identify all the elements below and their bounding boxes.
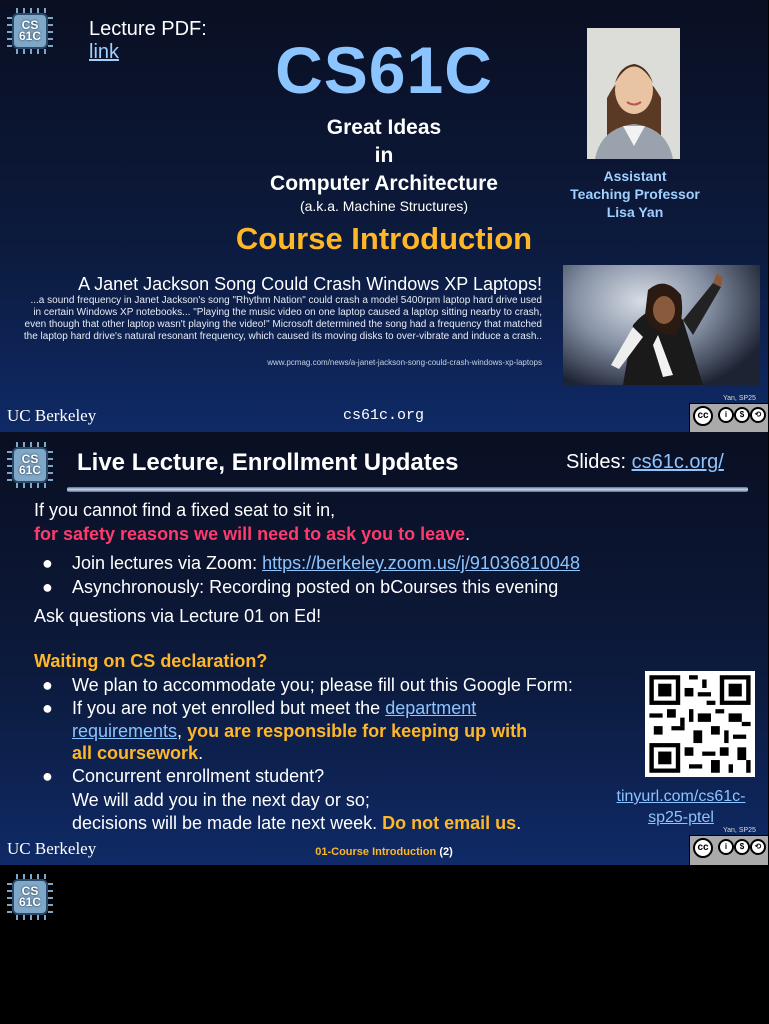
chip-label: CS 61C	[12, 13, 48, 49]
bullet-icon: ●	[42, 766, 53, 786]
nc-icon: $	[734, 839, 750, 855]
professor-photo	[587, 28, 680, 159]
performer-photo-drawing	[563, 265, 760, 385]
zoom-link[interactable]: https://berkeley.zoom.us/j/91036810048	[262, 553, 580, 573]
author-credit: Yan, SP25	[723, 395, 756, 402]
safety-period: .	[465, 524, 471, 544]
footer-page-number: (2)	[439, 846, 453, 858]
uc-berkeley-logo: UC Berkeley	[7, 839, 97, 858]
news-source: www.pcmag.com/news/a-janet-jackson-song-could-crash-windows-xp-laptops	[267, 358, 542, 367]
nc-icon: $	[734, 407, 750, 423]
qr-code[interactable]	[645, 671, 755, 777]
slides-link-row	[566, 451, 724, 474]
professor-photo-drawing	[587, 28, 680, 159]
enrolled-line-3	[72, 743, 203, 764]
subtitle-aka: (a.k.a. Machine Structures)	[299, 198, 469, 214]
news-headline: A Janet Jackson Song Could Crash Windows XP Laptops!	[78, 274, 542, 294]
cs61c-chip-icon	[7, 874, 53, 920]
chip-label: CS 61C	[12, 447, 48, 483]
subtitle-line-1: Great Ideas	[326, 116, 442, 139]
waiting-heading: Waiting on CS declaration?	[34, 651, 268, 671]
cc-license-badge	[689, 835, 769, 869]
bullet-icon: ●	[42, 675, 53, 695]
cc-icon: cc	[693, 838, 713, 858]
by-icon: i	[718, 839, 734, 855]
responsible-text-1: you are responsible for keeping up with	[182, 721, 528, 741]
caption-line-2: Teaching Professor	[570, 186, 700, 202]
responsible-period: .	[198, 743, 204, 763]
news-body: ...a sound frequency in Janet Jackson's song "Rhythm Nation" could crash a model 5400rpm laptop hard drive used in certain Windows XP notebooks... "Playing the music video on one laptop caused a laptop sitting nearby to crash, even though that other laptop wasn't playing the video!" Microsoft determined the song had a frequency that matched the laptop hard drive's natural resonant frequency, which caused its moving disks to over-vibrate and induce a crash..	[23, 295, 542, 342]
footer-lecture-name: 01-Course Introduction	[315, 846, 437, 858]
ask-line: Ask questions via Lecture 01 on Ed!	[34, 606, 322, 626]
slide-footer	[0, 846, 768, 858]
requirements-link[interactable]: requirements	[72, 721, 178, 741]
concurrent-line-1: Concurrent enrollment student?	[72, 766, 325, 786]
bullet-icon: ●	[42, 553, 53, 573]
async-line: Asynchronously: Recording posted on bCourses this evening	[72, 577, 559, 597]
zoom-label: Join lectures via Zoom:	[72, 553, 263, 573]
author-credit: Yan, SP25	[723, 827, 756, 834]
tinyurl-link-line-2[interactable]: sp25-ptel	[648, 809, 714, 826]
performer-photo	[563, 265, 760, 385]
slide-title: Live Lecture, Enrollment Updates	[77, 449, 459, 476]
slides-label: Slides:	[566, 451, 627, 473]
cc-icon: cc	[693, 406, 713, 426]
department-link[interactable]: department	[385, 698, 477, 718]
safety-warning: for safety reasons we will need to ask you to leave	[34, 524, 466, 544]
tinyurl-link-block	[595, 786, 767, 828]
seat-line: If you cannot find a fixed seat to sit in,	[34, 500, 336, 520]
no-email-warning: Do not email us	[382, 813, 517, 833]
section-title: Course Introduction	[235, 221, 533, 256]
enrolled-line-2	[72, 721, 527, 742]
concurrent-line-2: We will add you in the next day or so;	[72, 790, 370, 810]
lecture-pdf-label: Lecture PDF:	[89, 18, 207, 40]
tinyurl-link-line-1[interactable]: tinyurl.com/cs61c-	[616, 788, 746, 805]
accommodate-line: We plan to accommodate you; please fill out this Google Form:	[72, 675, 573, 695]
subtitle-line-3: Computer Architecture	[270, 172, 498, 195]
enrolled-line-1	[72, 698, 476, 719]
safety-line	[34, 524, 470, 545]
slide-next-partial	[0, 865, 768, 1024]
bullet-icon: ●	[42, 577, 53, 597]
uc-berkeley-logo: UC Berkeley	[7, 406, 97, 425]
concurrent-line-3	[72, 813, 521, 834]
enrolled-prefix: If you are not yet enrolled but meet the	[72, 698, 386, 718]
course-title: CS61C	[275, 33, 493, 107]
sa-icon: ⟲	[750, 839, 766, 855]
slide-course-intro	[0, 0, 768, 432]
concurrent-text: decisions will be made late next week.	[72, 813, 383, 833]
lecture-pdf-link[interactable]: link	[89, 41, 120, 63]
subtitle-line-2: in	[374, 144, 394, 167]
caption-line-3: Lisa Yan	[606, 204, 664, 220]
bullet-icon: ●	[42, 698, 53, 718]
cs61c-chip-icon	[7, 442, 53, 488]
slides-link[interactable]: cs61c.org/	[631, 451, 724, 473]
course-website: cs61c.org	[343, 407, 425, 424]
caption-line-1: Assistant	[603, 168, 667, 184]
zoom-line	[72, 553, 580, 574]
responsible-text-2: all coursework	[72, 743, 199, 763]
by-icon: i	[718, 407, 734, 423]
professor-caption	[555, 167, 715, 221]
title-divider	[67, 487, 748, 492]
enrolled-comma: ,	[177, 721, 183, 741]
qr-code-drawing	[645, 671, 755, 777]
chip-label: CS 61C	[12, 879, 48, 915]
sa-icon: ⟲	[750, 407, 766, 423]
no-email-period: .	[516, 813, 522, 833]
